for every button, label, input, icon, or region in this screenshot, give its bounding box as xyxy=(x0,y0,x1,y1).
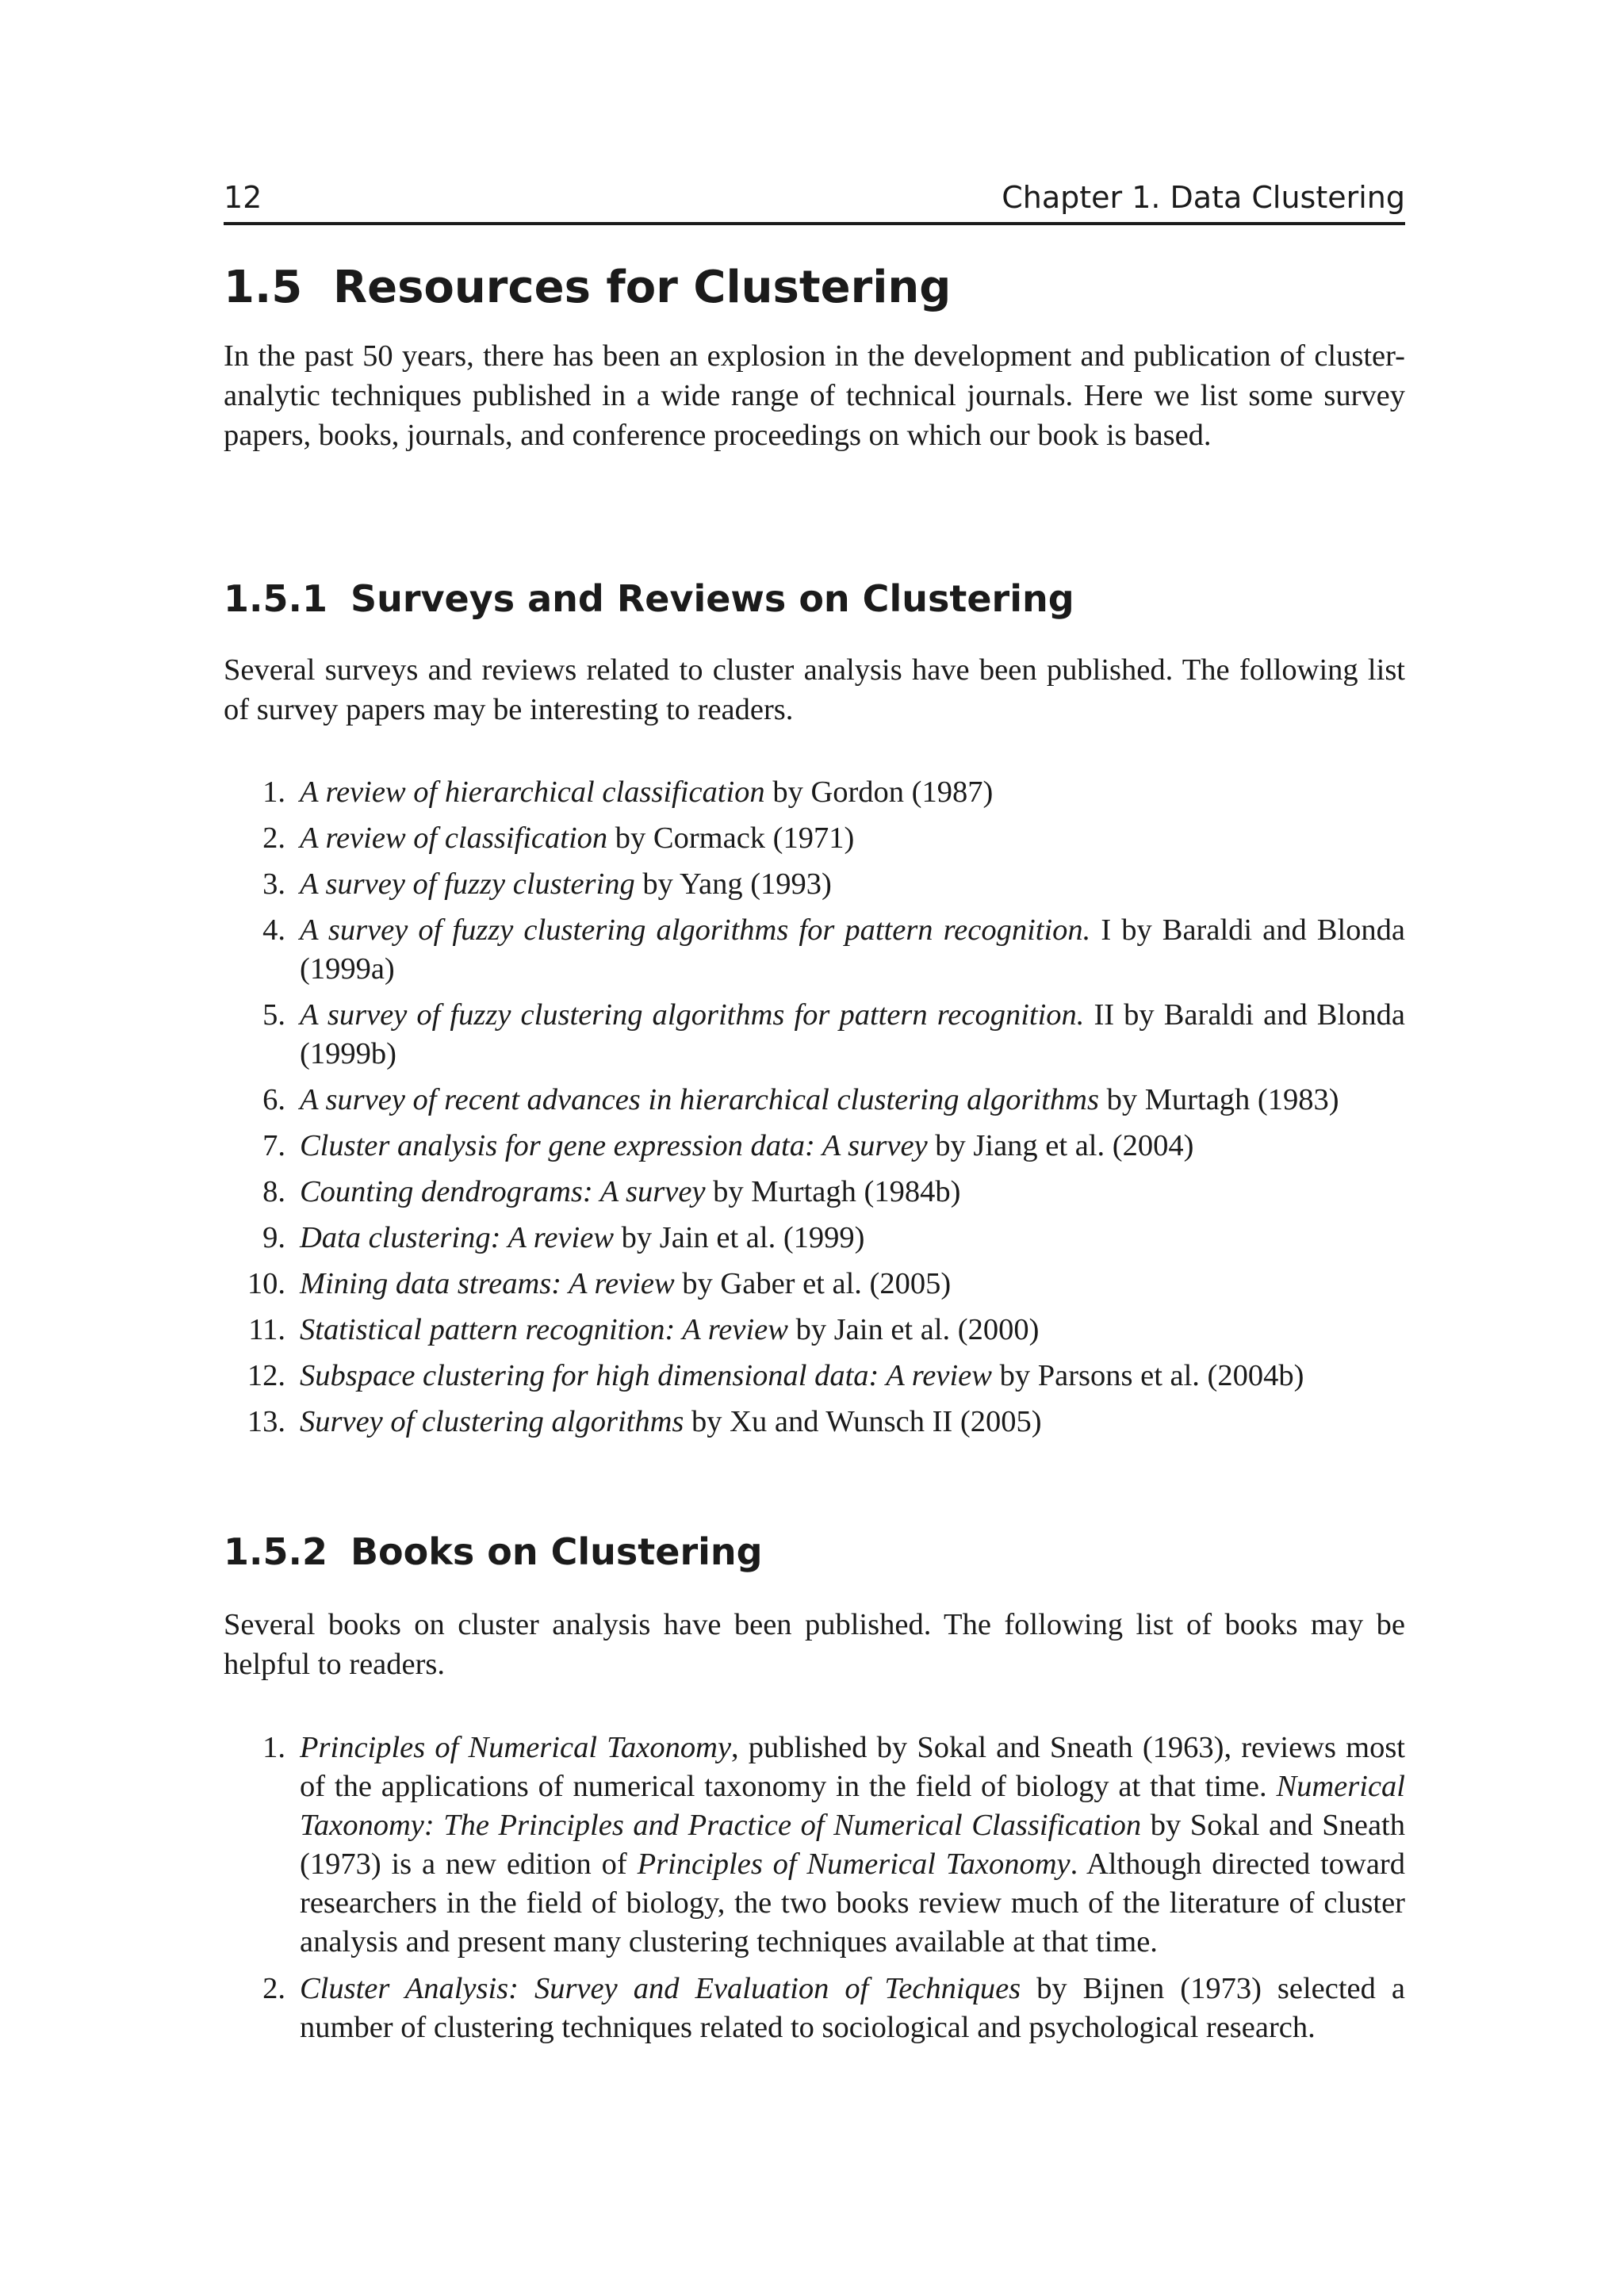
survey-list xyxy=(224,773,1405,1449)
item-authors: by Jain et al. (2000) xyxy=(787,1313,1040,1346)
running-head xyxy=(224,173,1405,225)
list-item xyxy=(224,1127,1405,1166)
book-description: , published by Sokal and Sneath (1963), reviews most of the applications of numerical taxonomy in the field of biology at that time. xyxy=(300,1731,1405,1803)
paper-title: Data clustering: A review xyxy=(300,1221,614,1254)
item-authors: by Jain et al. (1999) xyxy=(614,1221,865,1254)
list-item xyxy=(224,996,1405,1074)
item-number: 5. xyxy=(262,998,285,1032)
item-authors: I by Baraldi and Blonda (1999a) xyxy=(300,913,1405,986)
book-title: Principles of Numerical Taxonomy xyxy=(300,1731,732,1764)
item-authors: by Cormack (1971) xyxy=(607,821,855,855)
paper-title: A survey of recent advances in hierarchical clustering algorithms xyxy=(300,1083,1099,1116)
book-description: by Sokal and Sneath (1973) is a new edition of xyxy=(300,1809,1405,1881)
item-number: 6. xyxy=(262,1083,285,1116)
item-authors: by Xu and Wunsch II (2005) xyxy=(684,1405,1042,1438)
paper-title: Mining data streams: A review xyxy=(300,1267,675,1300)
paper-title: A survey of fuzzy clustering algorithms for pattern recognition. xyxy=(300,913,1091,947)
item-authors: by Murtagh (1984b) xyxy=(705,1175,961,1208)
paper-title: A survey of fuzzy clustering algorithms for pattern recognition. xyxy=(300,998,1085,1032)
list-item xyxy=(224,819,1405,858)
page-number: 12 xyxy=(224,180,262,215)
subsection-number: 1.5.1 xyxy=(224,577,327,620)
subsection-title: Books on Clustering xyxy=(350,1530,763,1573)
book-title: Numerical Taxonomy: The Principles and Practice of Numerical Classification xyxy=(300,1770,1405,1842)
item-number: 2. xyxy=(262,1972,285,2005)
list-item xyxy=(224,1729,1405,1962)
list-item xyxy=(224,1357,1405,1396)
chapter-title: Chapter 1. Data Clustering xyxy=(1002,180,1405,215)
list-item xyxy=(224,1403,1405,1442)
book-description: by Bijnen (1973) selected a number of clustering techniques related to sociological and psychological research. xyxy=(300,1972,1405,2044)
item-authors: by Gordon (1987) xyxy=(764,775,994,809)
item-number: 10. xyxy=(247,1267,285,1300)
item-number: 7. xyxy=(262,1129,285,1162)
item-number: 11. xyxy=(248,1313,285,1346)
paper-title: Statistical pattern recognition: A review xyxy=(300,1313,788,1346)
item-authors: by Jiang et al. (2004) xyxy=(927,1129,1194,1162)
item-number: 3. xyxy=(262,867,285,901)
list-item xyxy=(224,1173,1405,1212)
item-number: 2. xyxy=(262,821,285,855)
item-authors: by Yang (1993) xyxy=(634,867,832,901)
item-authors: II by Baraldi and Blonda (1999b) xyxy=(300,998,1405,1070)
list-item xyxy=(224,1081,1405,1120)
list-item xyxy=(224,865,1405,904)
paper-title: A review of classification xyxy=(300,821,608,855)
list-item xyxy=(224,1265,1405,1304)
paper-title: Counting dendrograms: A survey xyxy=(300,1175,706,1208)
paper-title: Subspace clustering for high dimensional data: A review xyxy=(300,1359,992,1392)
subsection-number: 1.5.2 xyxy=(224,1530,327,1573)
book-title: Cluster Analysis: Survey and Evaluation of Techniques xyxy=(300,1972,1021,2005)
section-heading xyxy=(224,262,951,313)
item-number: 1. xyxy=(262,1731,285,1764)
section-number: 1.5 xyxy=(224,262,303,313)
list-item xyxy=(224,1970,1405,2047)
books-intro: Several books on cluster analysis have been published. The following list of books may be helpful to readers. xyxy=(224,1608,1405,1681)
surveys-intro: Several surveys and reviews related to cluster analysis have been published. The following list of survey papers may be interesting to readers. xyxy=(224,653,1405,726)
paper-title: A survey of fuzzy clustering xyxy=(300,867,635,901)
list-item xyxy=(224,1219,1405,1258)
subsection-title: Surveys and Reviews on Clustering xyxy=(350,577,1074,620)
list-item xyxy=(224,911,1405,989)
paper-title: A review of hierarchical classification xyxy=(300,775,765,809)
paper-title: Cluster analysis for gene expression data: A survey xyxy=(300,1129,928,1162)
item-authors: by Gaber et al. (2005) xyxy=(674,1267,952,1300)
item-number: 4. xyxy=(262,913,285,947)
section-title: Resources for Clustering xyxy=(333,262,952,313)
item-number: 9. xyxy=(262,1221,285,1254)
item-number: 1. xyxy=(262,775,285,809)
item-number: 13. xyxy=(247,1405,285,1438)
books-list xyxy=(224,1729,1405,2055)
item-number: 12. xyxy=(247,1359,285,1392)
item-authors: by Murtagh (1983) xyxy=(1098,1083,1339,1116)
list-item xyxy=(224,1311,1405,1350)
book-title: Principles of Numerical Taxonomy xyxy=(637,1847,1071,1881)
subsection-heading-books xyxy=(224,1530,763,1573)
book-description: . Although directed toward researchers in the field of biology, the two books review much of the literature of cluster analysis and present many clustering techniques available at that time. xyxy=(300,1847,1405,1958)
list-item xyxy=(224,773,1405,812)
item-number: 8. xyxy=(262,1175,285,1208)
item-authors: by Parsons et al. (2004b) xyxy=(991,1359,1304,1392)
section-intro: In the past 50 years, there has been an explosion in the development and publication of cluster-analytic techniques published in a wide range of technical journals. Here we list some survey papers, books, journals, and conference proceedings on which our book is based. xyxy=(224,339,1405,452)
subsection-heading-surveys xyxy=(224,577,1074,620)
paper-title: Survey of clustering algorithms xyxy=(300,1405,684,1438)
